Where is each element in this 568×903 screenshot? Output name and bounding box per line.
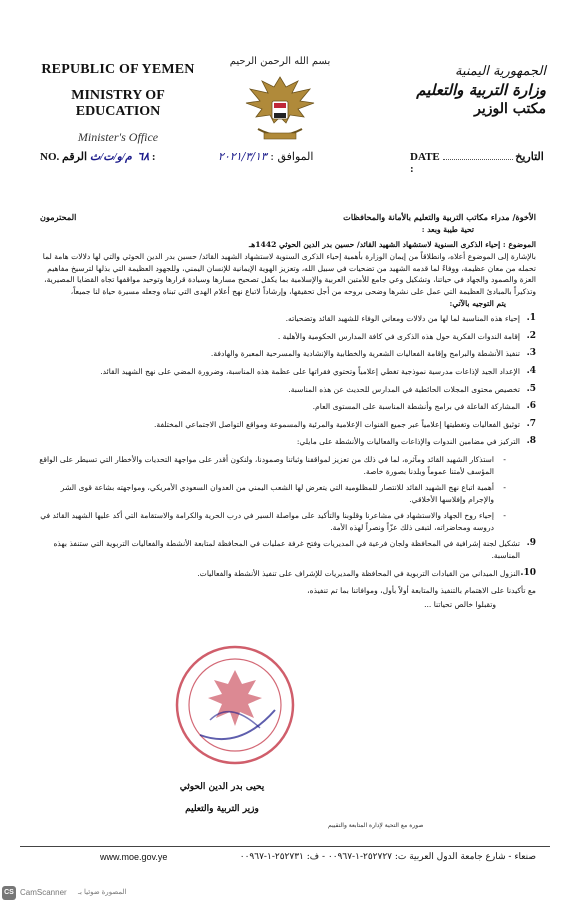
list-item: 10. النزول الميداني من القيادات التربوية في المحافظة والمديريات للإشراف على تنفيذ الأنشطة والفعاليات. <box>197 567 536 578</box>
approx-value: ٢٠٢١/٣/١٣ <box>218 150 267 163</box>
header-arabic <box>381 64 546 117</box>
date-field <box>410 150 548 175</box>
instruction: يتم التوجيه بالآتي: <box>449 298 506 308</box>
reference-number <box>40 150 156 163</box>
date-ar-label: التاريخ : <box>410 151 544 175</box>
footer <box>20 852 550 866</box>
sub-list <box>36 454 506 534</box>
list-item: 1. إحياء هذه المناسبة لما لها من دلالات ومعاني الوفاء للشهيد القائد وتضحياته. <box>285 313 536 324</box>
directives-list <box>36 313 536 579</box>
regards-text: وتقبلوا خالص تحياتنا ... <box>424 599 496 609</box>
basmala: بسم الله الرحمن الرحيم <box>229 56 331 67</box>
number-label: NO. <box>40 151 60 163</box>
subject: الموضوع : إحياء الذكرى السنوية لاستشهاد الشهيد القائد/ حسين بدر الدين الحوثي 1442هـ <box>249 239 536 249</box>
office-en: Minister's Office <box>77 130 159 144</box>
country-ar: الجمهورية اليمنية <box>454 64 546 79</box>
camscanner-name: CamScanner <box>20 888 67 897</box>
greeting: تحية طيبة وبعد : <box>421 225 474 234</box>
number-ar-label: الرقم : <box>62 151 156 163</box>
closing-text: مع تأكيدنا على الاهتمام بالتنفيذ والمتابعة أولاً بأول، وموافاتنا بما تم تنفيذه، <box>307 586 536 596</box>
list-item: 7. توثيق الفعاليات وتغطيتها إعلامياً عبر جميع القنوات الإعلامية والمرئية والمسموعة ومواقع التواصل الاجتماعي المختلفة. <box>153 418 536 429</box>
minister-name: يحيى بدر الدين الحوثي <box>179 782 265 792</box>
salutation: المحترمون <box>40 212 77 222</box>
list-item: 3. تنفيذ الأنشطة والبرامج وإقامة الفعاليات الشعرية والخطابية والإنشادية والمسرحية المعبرة والهادفة. <box>210 348 536 359</box>
office-ar: مكتب الوزير <box>474 101 546 117</box>
approx-label: الموافق : <box>270 150 314 163</box>
addressee-line <box>36 212 536 224</box>
sub-item: - إحياء روح الجهاد والاستشهاد في مشاعرنا وقلوبنا والتأكيد على مواصلة السير في درب الحرية والكرامة والاستقامة التي أكد عليها الشهيد القائد في دروسه ومحاضراته، لتبقى ذلك عزّاً ونصراً لهذه الأمة. <box>40 511 506 532</box>
header-english <box>28 62 208 145</box>
signature-block <box>142 782 302 814</box>
country-en: REPUBLIC OF YEMEN <box>41 62 195 77</box>
camscanner-logo-icon: CS <box>2 886 16 900</box>
approx-date <box>218 150 313 163</box>
copy-note: صورة مع التحية لإدارة المتابعة والتقييم <box>328 822 424 829</box>
date-label: DATE <box>410 151 440 163</box>
address-line: صنعاء - شارع جامعة الدول العربية ت: ٢٥٢٧٢٧-١-٠٠٩٦٧ - ف: ٢٥٢٧٣١-١-٠٠٩٦٧ <box>239 852 536 862</box>
list-item: 8. التركيز في مضامين الندوات والإذاعات والفعاليات والأنشطة على مايلي: <box>296 436 536 447</box>
letter-body <box>36 212 536 610</box>
addressee: الأخوة/ مدراء مكاتب التربية والتعليم بالأمانة والمحافظات <box>343 212 536 222</box>
list-item: 9. تشكيل لجنة إشرافية في المحافظة ولجان فرعية في المديريات وفتح غرفة عمليات في المحافظة لمتابعة الأنشطة والفعاليات التربوية التي ستنفذ بهذه المناسبة. <box>53 538 536 561</box>
camscanner-watermark <box>0 884 140 903</box>
footer-divider <box>20 846 550 847</box>
sub-item: - أهمية اتباع نهج الشهيد القائد للانتصار للمظلومية التي يتعرض لها الشعب اليمني من العدوان السعودي الأمريكي، ومواجهته بشاعة قوى الشر والإجرام وإفلاسها الأخلاقي. <box>60 483 506 504</box>
official-stamp-icon <box>170 640 300 770</box>
minister-title: وزير التربية والتعليم <box>185 804 259 814</box>
reference-row <box>28 148 548 175</box>
list-item: 6. المشاركة الفاعلة في برامج وأنشطة المناسبة على المستوى العام. <box>312 401 536 412</box>
website-link: www.moe.gov.ye <box>100 852 168 862</box>
number-value: ٦٨ <box>137 151 150 163</box>
header-center <box>220 56 340 153</box>
list-item: 2. إقامة الندوات الفكرية حول هذه الذكرى في كافة المدارس الحكومية والأهلية . <box>277 330 536 341</box>
eagle-emblem-icon <box>240 71 320 149</box>
ministry-en: MINISTRY OF EDUCATION <box>71 88 165 119</box>
ministry-ar: وزارة التربية والتعليم <box>416 81 546 99</box>
list-item: 5. تخصيص محتوى المجلات الحائطية في المدارس للحديث عن هذه المناسبة. <box>288 383 536 394</box>
number-ar-value: م/و/ت/ث <box>89 151 132 163</box>
sub-item: - استذكار الشهيد القائد ومآثره، لما في ذلك من تعزيز لمواقفنا وثباتنا وصمودنا، ولنكون أقدر على مواجهة التحديات والأخطار التي تسيطر على الواقع المؤسف لأمتنا عموماً وبلدنا بصورة خاصة. <box>39 454 506 476</box>
list-item: 4. الإعداد الجيد لإذاعات مدرسية نموذجية تغطي إعلامياً وتحتوي فقراتها على عظمة هذه المناسبة، وضرورة المضي على نهج الشهيد القائد. <box>100 365 536 376</box>
camscanner-ar: المصورة ضوئيا بـ <box>78 889 127 896</box>
intro-paragraph: بالإشارة إلى الموضوع أعلاه، وانطلاقاً من إيمان الوزارة بأهمية إحياء الذكرى السنوية لاستشهاد الشهيد القائد/ حسين بدر الدين الحوثي والتي لها دلالات هامة لما تحمله من معان عظيمة، ووفاءً لما قدمه الشهيد من تضحيات في سبيل الله، وتعزيز الهوية الإيمانية للإنسان اليمني، وللجهود العظيمة التي بذلها لترسيخ مفاهيم العزة والصمود والجهاد في حياتنا، وتشكيل وعي جامع للأمتين العربية والإسلامية بما يكفل تصحيح مسارها وسيادة قرارها وتوحيد مواقفها تجاه القضايا المصيرية، وتذكيراً بالمبادئ العظيمة التي عمل على نشرها وضحى بروحه من أجل تحقيقها، وإرشاداً لاتباع نهج أعلام الهدى التي تبناه وجعله مسيرة حياة لنا جميعاً، <box>42 252 536 296</box>
